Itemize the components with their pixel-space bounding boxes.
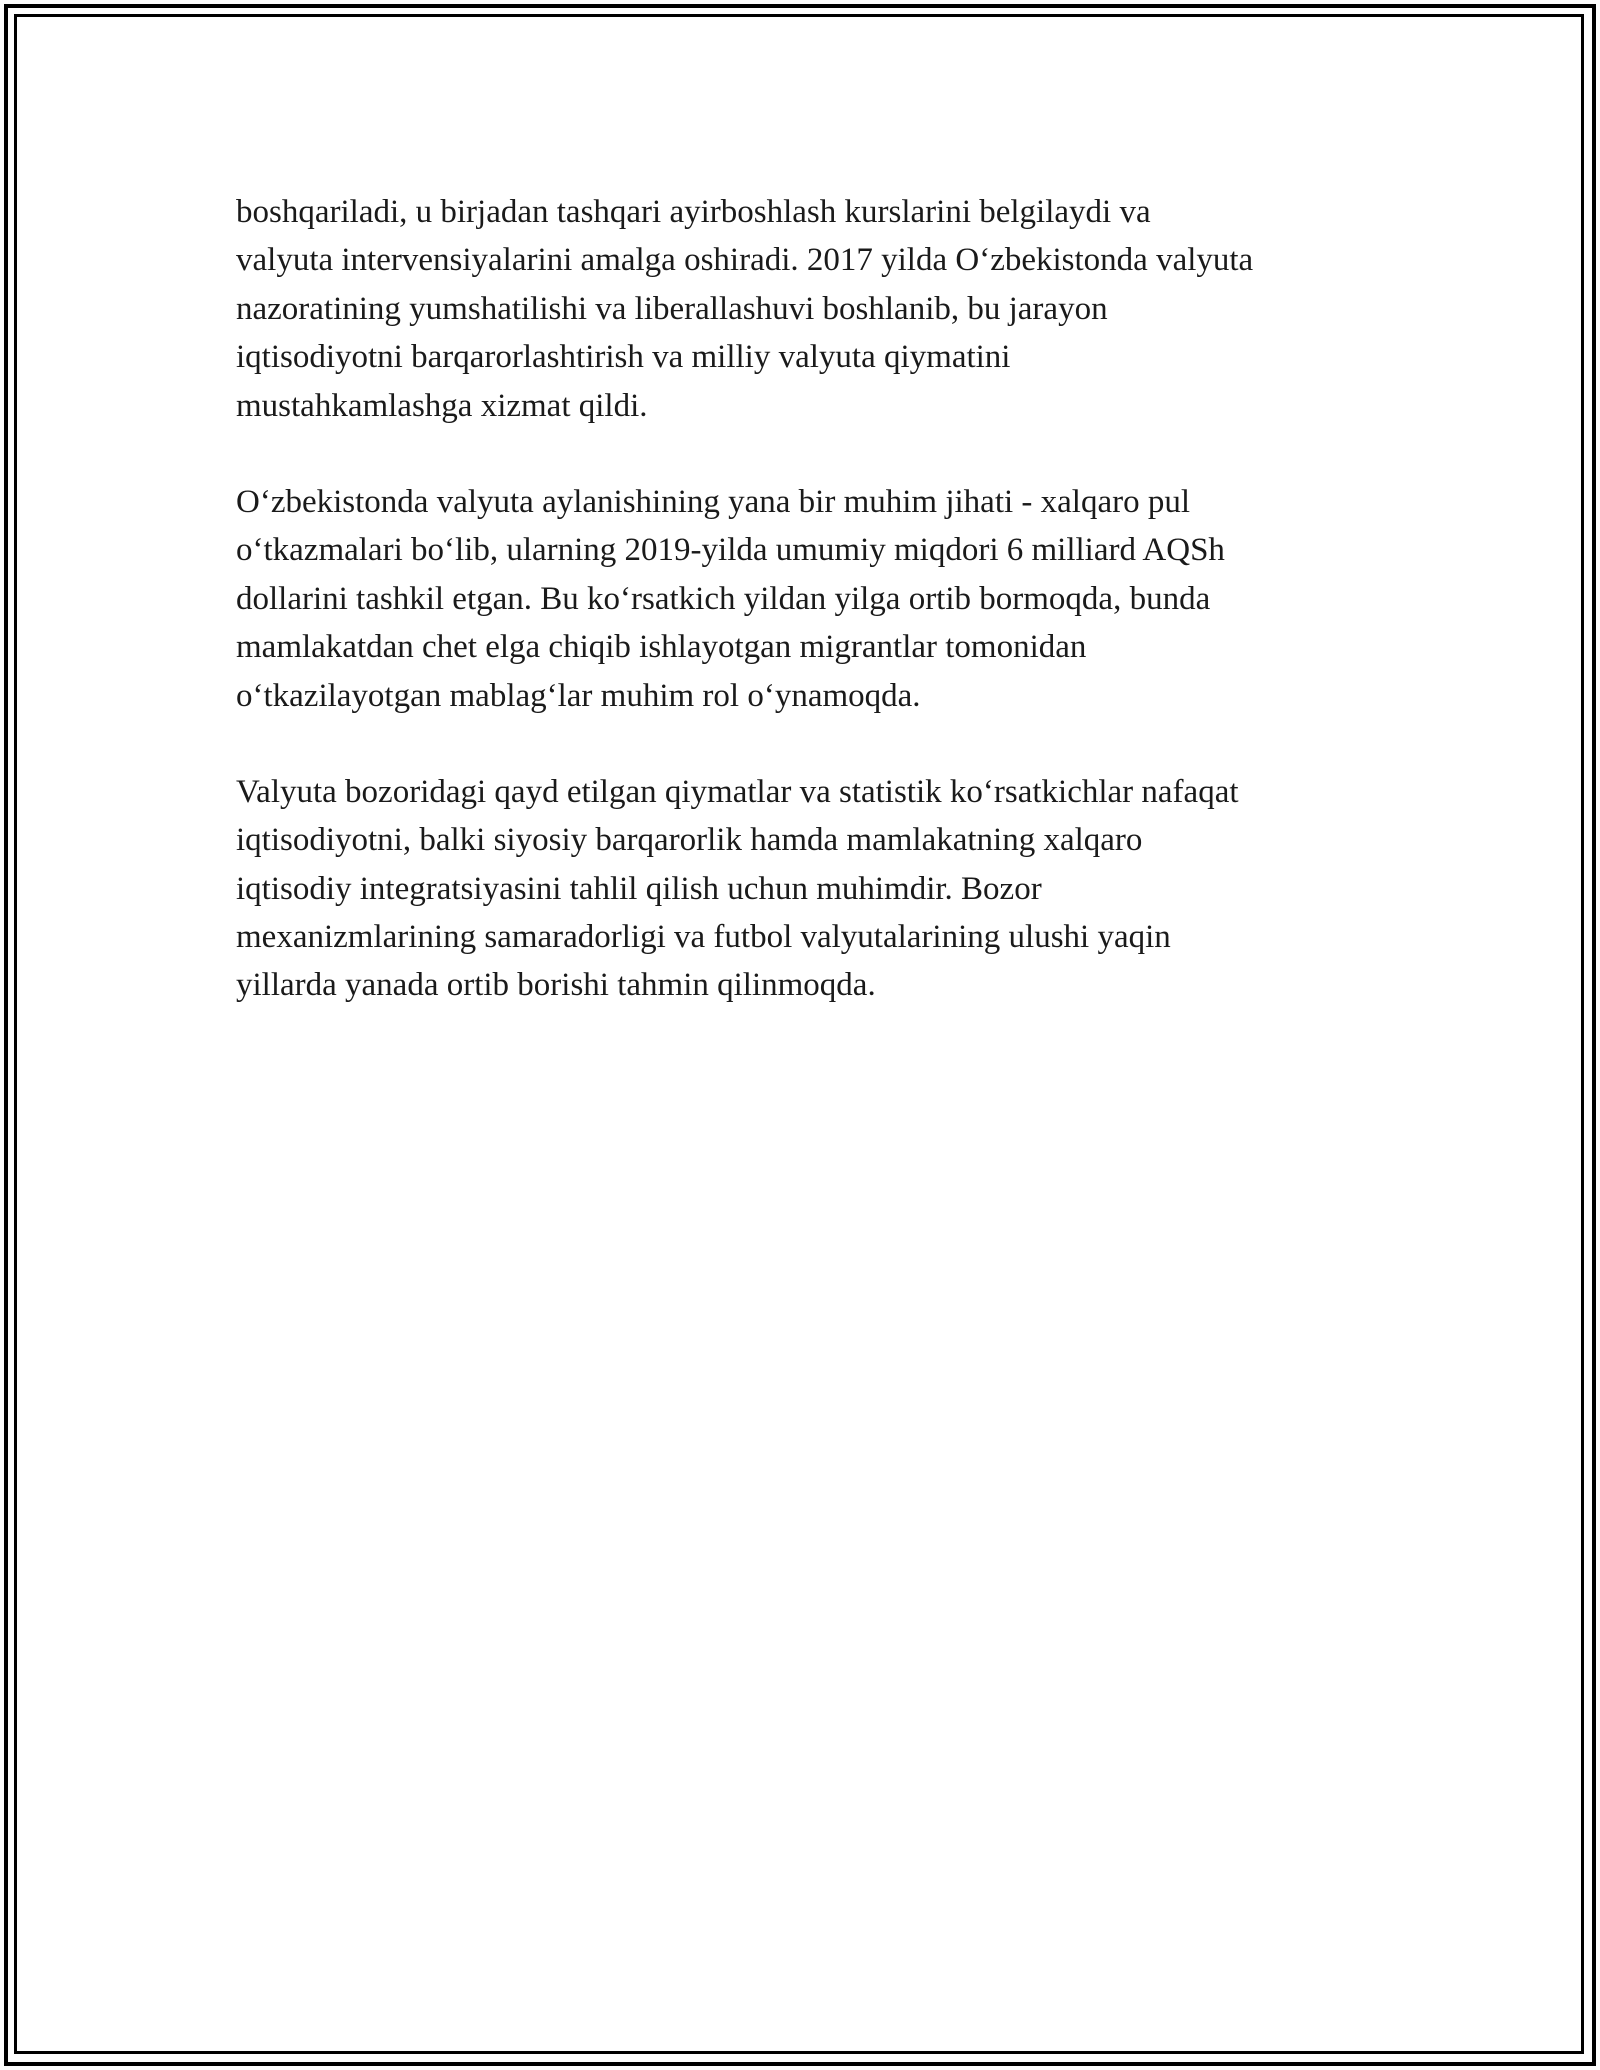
paragraph-2: [236, 478, 1376, 720]
text-line: nazoratining yumshatilishi va liberallashuvi boshlanib, bu jarayon: [236, 290, 1108, 327]
text-line: o‘tkazilayotgan mablag‘lar muhim rol o‘ynamoqda.: [236, 677, 921, 714]
paragraph-1: [236, 188, 1376, 430]
paragraph-3: [236, 768, 1376, 1010]
text-line: valyuta intervensiyalarini amalga oshiradi. 2017 yilda O‘zbekistonda valyuta: [236, 242, 1254, 279]
document-body: [236, 188, 1376, 1058]
text-line: dollarini tashkil etgan. Bu ko‘rsatkich yildan yilga ortib bormoqda, bunda: [236, 580, 1211, 617]
text-line: yillarda yanada ortib borishi tahmin qilinmoqda.: [236, 967, 876, 1004]
text-line: mexanizmlarining samaradorligi va futbol valyutalarining ulushi yaqin: [236, 919, 1171, 956]
text-line: mamlakatdan chet elga chiqib ishlayotgan migrantlar tomonidan: [236, 629, 1087, 666]
text-line: iqtisodiyotni, balki siyosiy barqarorlik hamda mamlakatning xalqaro: [236, 822, 1143, 859]
text-line: o‘tkazmalari bo‘lib, ularning 2019-yilda umumiy miqdori 6 milliard AQSh: [236, 532, 1225, 569]
text-line: iqtisodiy integratsiyasini tahlil qilish uchun muhimdir. Bozor: [236, 870, 1042, 907]
text-line: O‘zbekistonda valyuta aylanishining yana bir muhim jihati - xalqaro pul: [236, 483, 1191, 520]
text-line: boshqariladi, u birjadan tashqari ayirboshlash kurslarini belgilaydi va: [236, 194, 1151, 230]
text-line: Valyuta bozoridagi qayd etilgan qiymatlar va statistik ko‘rsatkichlar nafaqat: [236, 773, 1239, 810]
text-line: iqtisodiyotni barqarorlashtirish va milliy valyuta qiymatini: [236, 339, 1011, 376]
text-line: mustahkamlashga xizmat qildi.: [236, 387, 648, 424]
